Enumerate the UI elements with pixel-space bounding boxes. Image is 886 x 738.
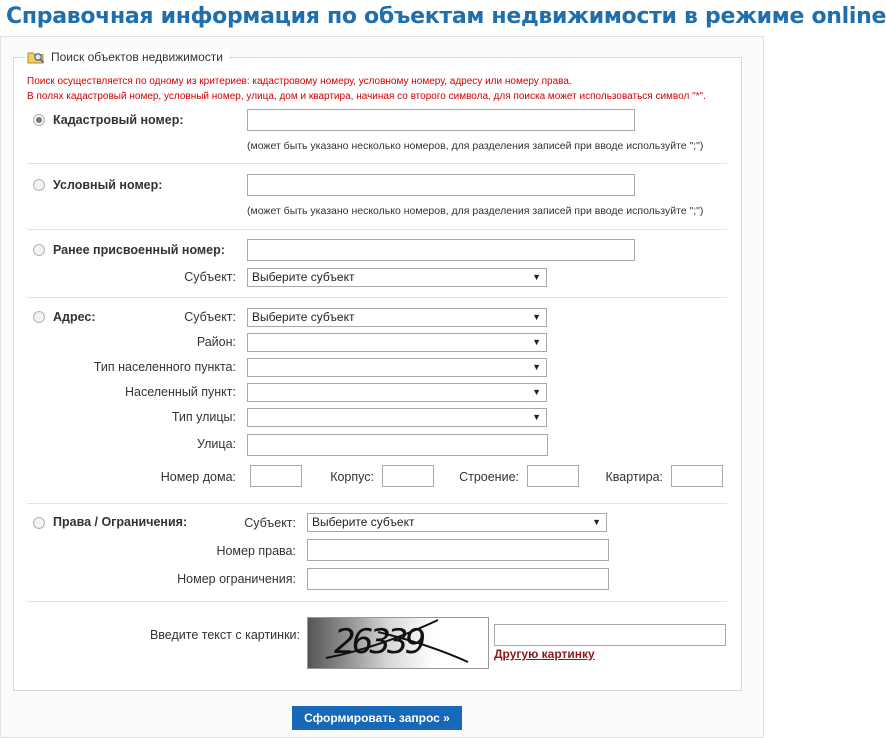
search-criteria-note: Поиск осуществляется по одному из критериев: кадастровому номеру, условному номеру, адресу или номеру права.	[27, 76, 572, 87]
settlement-select[interactable]	[247, 383, 547, 402]
rights-radio[interactable]	[33, 517, 45, 529]
conditional-hint: (может быть указано несколько номеров, для разделения записей при вводе используйте ";")	[247, 205, 704, 217]
cadastral-number-input[interactable]	[247, 109, 635, 131]
address-subject-select[interactable]	[247, 308, 547, 327]
divider	[27, 163, 727, 164]
dropdown-arrow-icon: ▼	[532, 337, 541, 347]
cadastral-radio[interactable]	[33, 114, 45, 126]
divider	[27, 297, 727, 298]
settlement-type-label: Тип населенного пункта:	[93, 360, 236, 374]
dropdown-arrow-icon: ▼	[532, 387, 541, 397]
conditional-number-input[interactable]	[247, 174, 635, 196]
captcha-image	[307, 617, 489, 669]
district-select[interactable]	[247, 333, 547, 352]
select-value: Выберите субъект	[252, 310, 355, 324]
submit-button[interactable]: Сформировать запрос »	[292, 706, 462, 730]
building-label: Корпус:	[330, 470, 374, 484]
rights-subject-label: Субъект:	[244, 516, 296, 530]
dropdown-arrow-icon: ▼	[532, 312, 541, 322]
captcha-input[interactable]	[494, 624, 726, 646]
cadastral-label: Кадастровый номер:	[53, 113, 184, 127]
search-folder-icon	[27, 49, 45, 65]
refresh-captcha-link[interactable]: Другую картинку	[494, 647, 595, 661]
street-type-select[interactable]	[247, 408, 547, 427]
captcha-label: Введите текст с картинки:	[149, 628, 300, 642]
apartment-label: Квартира:	[605, 470, 663, 484]
divider	[27, 601, 727, 602]
structure-input[interactable]	[527, 465, 579, 487]
dropdown-arrow-icon: ▼	[532, 362, 541, 372]
conditional-label: Условный номер:	[53, 178, 163, 192]
rights-subject-select[interactable]	[307, 513, 607, 532]
structure-label: Строение:	[459, 470, 519, 484]
wildcard-note: В полях кадастровый номер, условный номер, улица, дом и квартира, начиная со второго символа, для поиска может использоваться символ "*".	[27, 91, 706, 102]
cadastral-hint: (может быть указано несколько номеров, для разделения записей при вводе используйте ";")	[247, 140, 704, 152]
legend-label: Поиск объектов недвижимости	[51, 50, 224, 64]
captcha-text: 26339	[334, 622, 423, 662]
street-label: Улица:	[197, 437, 236, 451]
building-input[interactable]	[382, 465, 434, 487]
rights-label: Права / Ограничения:	[53, 515, 188, 529]
previous-number-radio[interactable]	[33, 244, 45, 256]
house-label: Номер дома:	[160, 470, 236, 484]
street-type-label: Тип улицы:	[171, 410, 236, 424]
previous-subject-label: Субъект:	[184, 270, 236, 284]
page-title: Справочная информация по объектам недвижимости в режиме online	[6, 4, 886, 29]
apartment-input[interactable]	[671, 465, 723, 487]
previous-subject-select[interactable]	[247, 268, 547, 287]
address-subject-label: Субъект:	[184, 310, 236, 324]
previous-number-input[interactable]	[247, 239, 635, 261]
house-input[interactable]	[250, 465, 302, 487]
address-label: Адрес:	[53, 310, 96, 324]
right-number-label: Номер права:	[216, 544, 296, 558]
previous-number-label: Ранее присвоенный номер:	[53, 243, 225, 257]
divider	[27, 229, 727, 230]
fieldset-legend	[25, 49, 229, 65]
conditional-radio[interactable]	[33, 179, 45, 191]
select-value: Выберите субъект	[312, 515, 415, 529]
restriction-number-input[interactable]	[307, 568, 609, 590]
divider	[27, 503, 727, 504]
dropdown-arrow-icon: ▼	[592, 517, 601, 527]
select-value: Выберите субъект	[252, 270, 355, 284]
street-input[interactable]	[247, 434, 548, 456]
settlement-type-select[interactable]	[247, 358, 547, 377]
right-number-input[interactable]	[307, 539, 609, 561]
district-label: Район:	[196, 335, 236, 349]
restriction-number-label: Номер ограничения:	[177, 572, 296, 586]
dropdown-arrow-icon: ▼	[532, 272, 541, 282]
address-radio[interactable]	[33, 311, 45, 323]
dropdown-arrow-icon: ▼	[532, 412, 541, 422]
settlement-label: Населенный пункт:	[125, 385, 236, 399]
